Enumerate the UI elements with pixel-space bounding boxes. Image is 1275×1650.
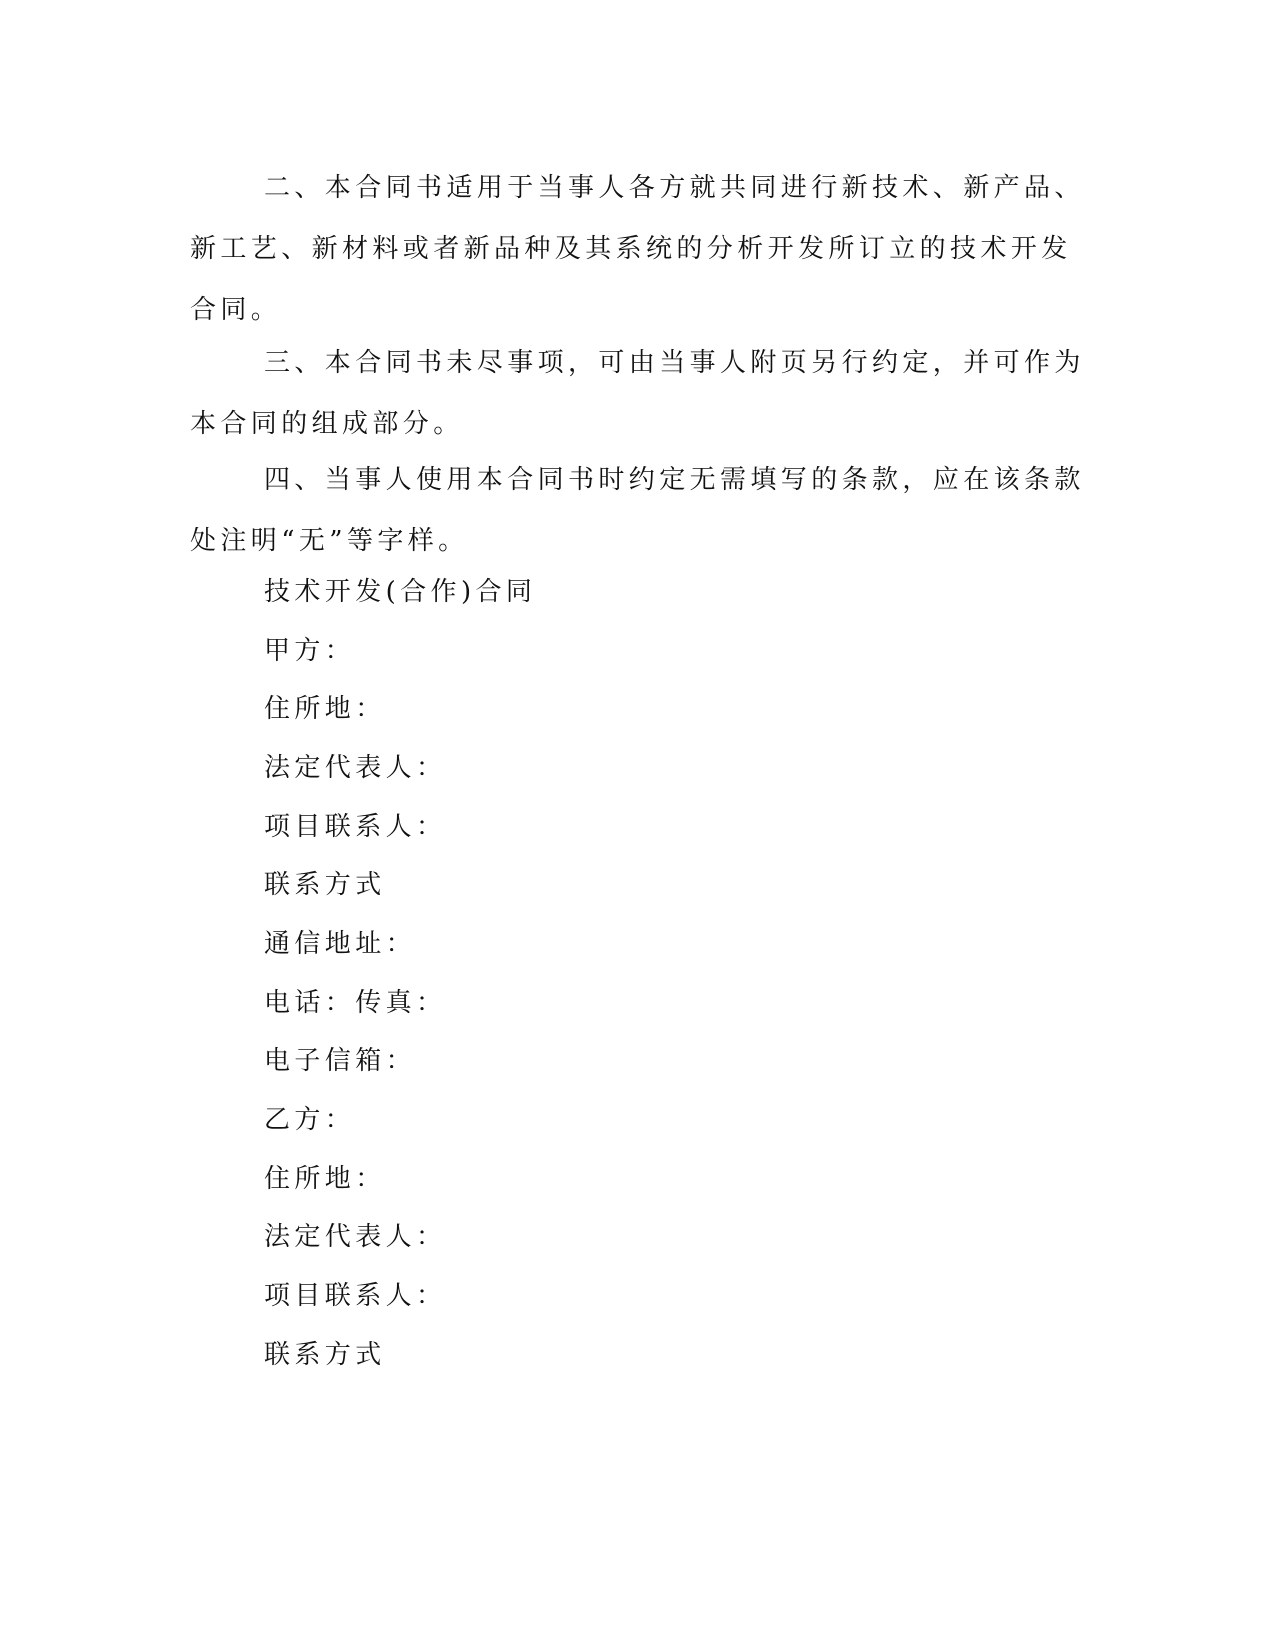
party-a-email-label: 电子信箱： — [264, 1046, 417, 1076]
party-b-address-label: 住所地： — [264, 1164, 386, 1194]
clause-4-paragraph: 四、当事人使用本合同书时约定无需填写的条款，应在该条款处注明“无”等字样。 — [190, 465, 1085, 556]
party-a-contact-method-label: 联系方式 — [264, 870, 386, 900]
party-a-label: 甲方： — [264, 636, 356, 666]
party-a-phone-fax-label: 电话：传真： — [264, 988, 447, 1018]
party-b-legal-rep-label: 法定代表人： — [264, 1222, 447, 1252]
party-a-mailing-address-label: 通信地址： — [264, 929, 417, 959]
clause-2-paragraph: 二、本合同书适用于当事人各方就共同进行新技术、新产品、新工艺、新材料或者新品种及其系统的分析开发所订立的技术开发合同。 — [190, 173, 1085, 325]
party-b-project-contact-label: 项目联系人： — [264, 1281, 447, 1311]
party-b-label: 乙方： — [264, 1105, 356, 1135]
party-a-project-contact-label: 项目联系人： — [264, 812, 447, 842]
party-b-contact-method-label: 联系方式 — [264, 1340, 386, 1370]
contract-title: 技术开发(合作)合同 — [264, 577, 537, 607]
clause-3-paragraph: 三、本合同书未尽事项，可由当事人附页另行约定，并可作为本合同的组成部分。 — [190, 348, 1085, 439]
party-a-address-label: 住所地： — [264, 694, 386, 724]
party-a-legal-rep-label: 法定代表人： — [264, 753, 447, 783]
